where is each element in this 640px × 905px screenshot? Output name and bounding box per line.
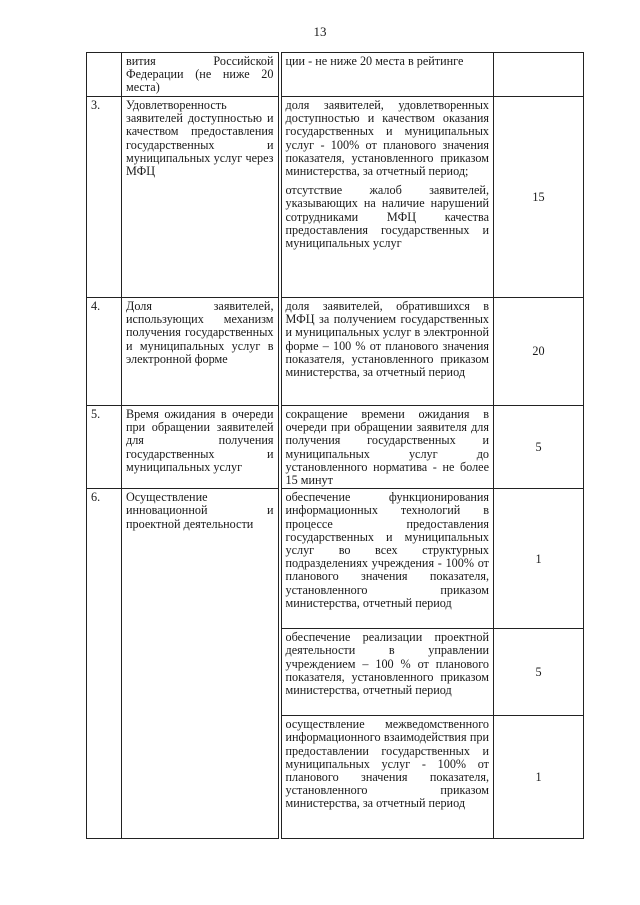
criteria-cell [280,406,494,489]
table-row [87,406,584,489]
indicator-cell: Время ожидания в очереди при обращении заявителей для получения государственных и муниципальных услуг [122,406,280,489]
indicator-cell: Доля заявителей, использующих механизм получения государственных и муниципальных услуг в электронной форме [122,298,280,406]
criteria-text: обеспечение функционирования информационных технологий в процессе предоставления государственных и муниципальных услуг во всех структурных подразделениях учреждения - 100% от планового значения показателя, установленного приказом министерства, отчетный период [285,490,489,610]
row-number [87,53,122,97]
criteria-cell [280,716,494,839]
criteria-text: доля заявителей, удовлетворенных доступностью и качеством оказания государственных и муниципальных услуг - 100% от планового значения показателя, установленного приказом министерства, за отчетный период; [285,98,489,179]
criteria-text: обеспечение реализации проектной деятельности в управлении учреждением – 100 % от планового показателя, установленного приказом министерства, отчетный период [285,630,489,698]
criteria-text: отсутствие жалоб заявителей, указывающих на наличие нарушений сотрудниками МФЦ качества предоставления государственных и муниципальных услуг [285,183,489,251]
points-cell [494,53,584,97]
row-number: 6. [87,489,122,839]
points-cell: 20 [494,298,584,406]
criteria-cell [280,53,494,97]
criteria-table [86,52,584,839]
criteria-cell [280,629,494,716]
table-row [87,298,584,406]
page-number: 13 [313,24,327,39]
criteria-text: доля заявителей, обратившихся в МФЦ за получением государственных и муниципальных услуг в электронной форме – 100 % от планового значения показателя, установленного приказом министерства, за отчетный период [285,299,489,380]
criteria-cell [280,489,494,629]
row-number: 3. [87,97,122,298]
indicator-cell: Осуществление инновационной и проектной деятельности [122,489,280,839]
criteria-text: сокращение времени ожидания в очереди при обращении заявителя для получения государственных и муниципальных услуг до установленного норматива - не более 15 минут [285,407,489,488]
criteria-cell [280,298,494,406]
points-cell: 1 [494,489,584,629]
points-cell: 1 [494,716,584,839]
table-row [87,489,584,629]
indicator-cell: вития Российской Федерации (не ниже 20 места) [122,53,280,97]
points-cell: 15 [494,97,584,298]
criteria-text: ции - не ниже 20 места в рейтинге [285,54,464,68]
points-cell: 5 [494,406,584,489]
table-row [87,53,584,97]
row-number: 4. [87,298,122,406]
points-cell: 5 [494,629,584,716]
indicator-cell: Удовлетворенность заявителей доступностью и качеством предоставления государственных и муниципальных услуг через МФЦ [122,97,280,298]
criteria-cell [280,97,494,298]
row-number: 5. [87,406,122,489]
criteria-text: осуществление межведомственного информационного взаимодействия при предоставлении государственных и муниципальных услуг - 100% от планового значения показателя, установленного приказом министерства, за отчетный период [285,717,489,811]
table-row [87,97,584,298]
